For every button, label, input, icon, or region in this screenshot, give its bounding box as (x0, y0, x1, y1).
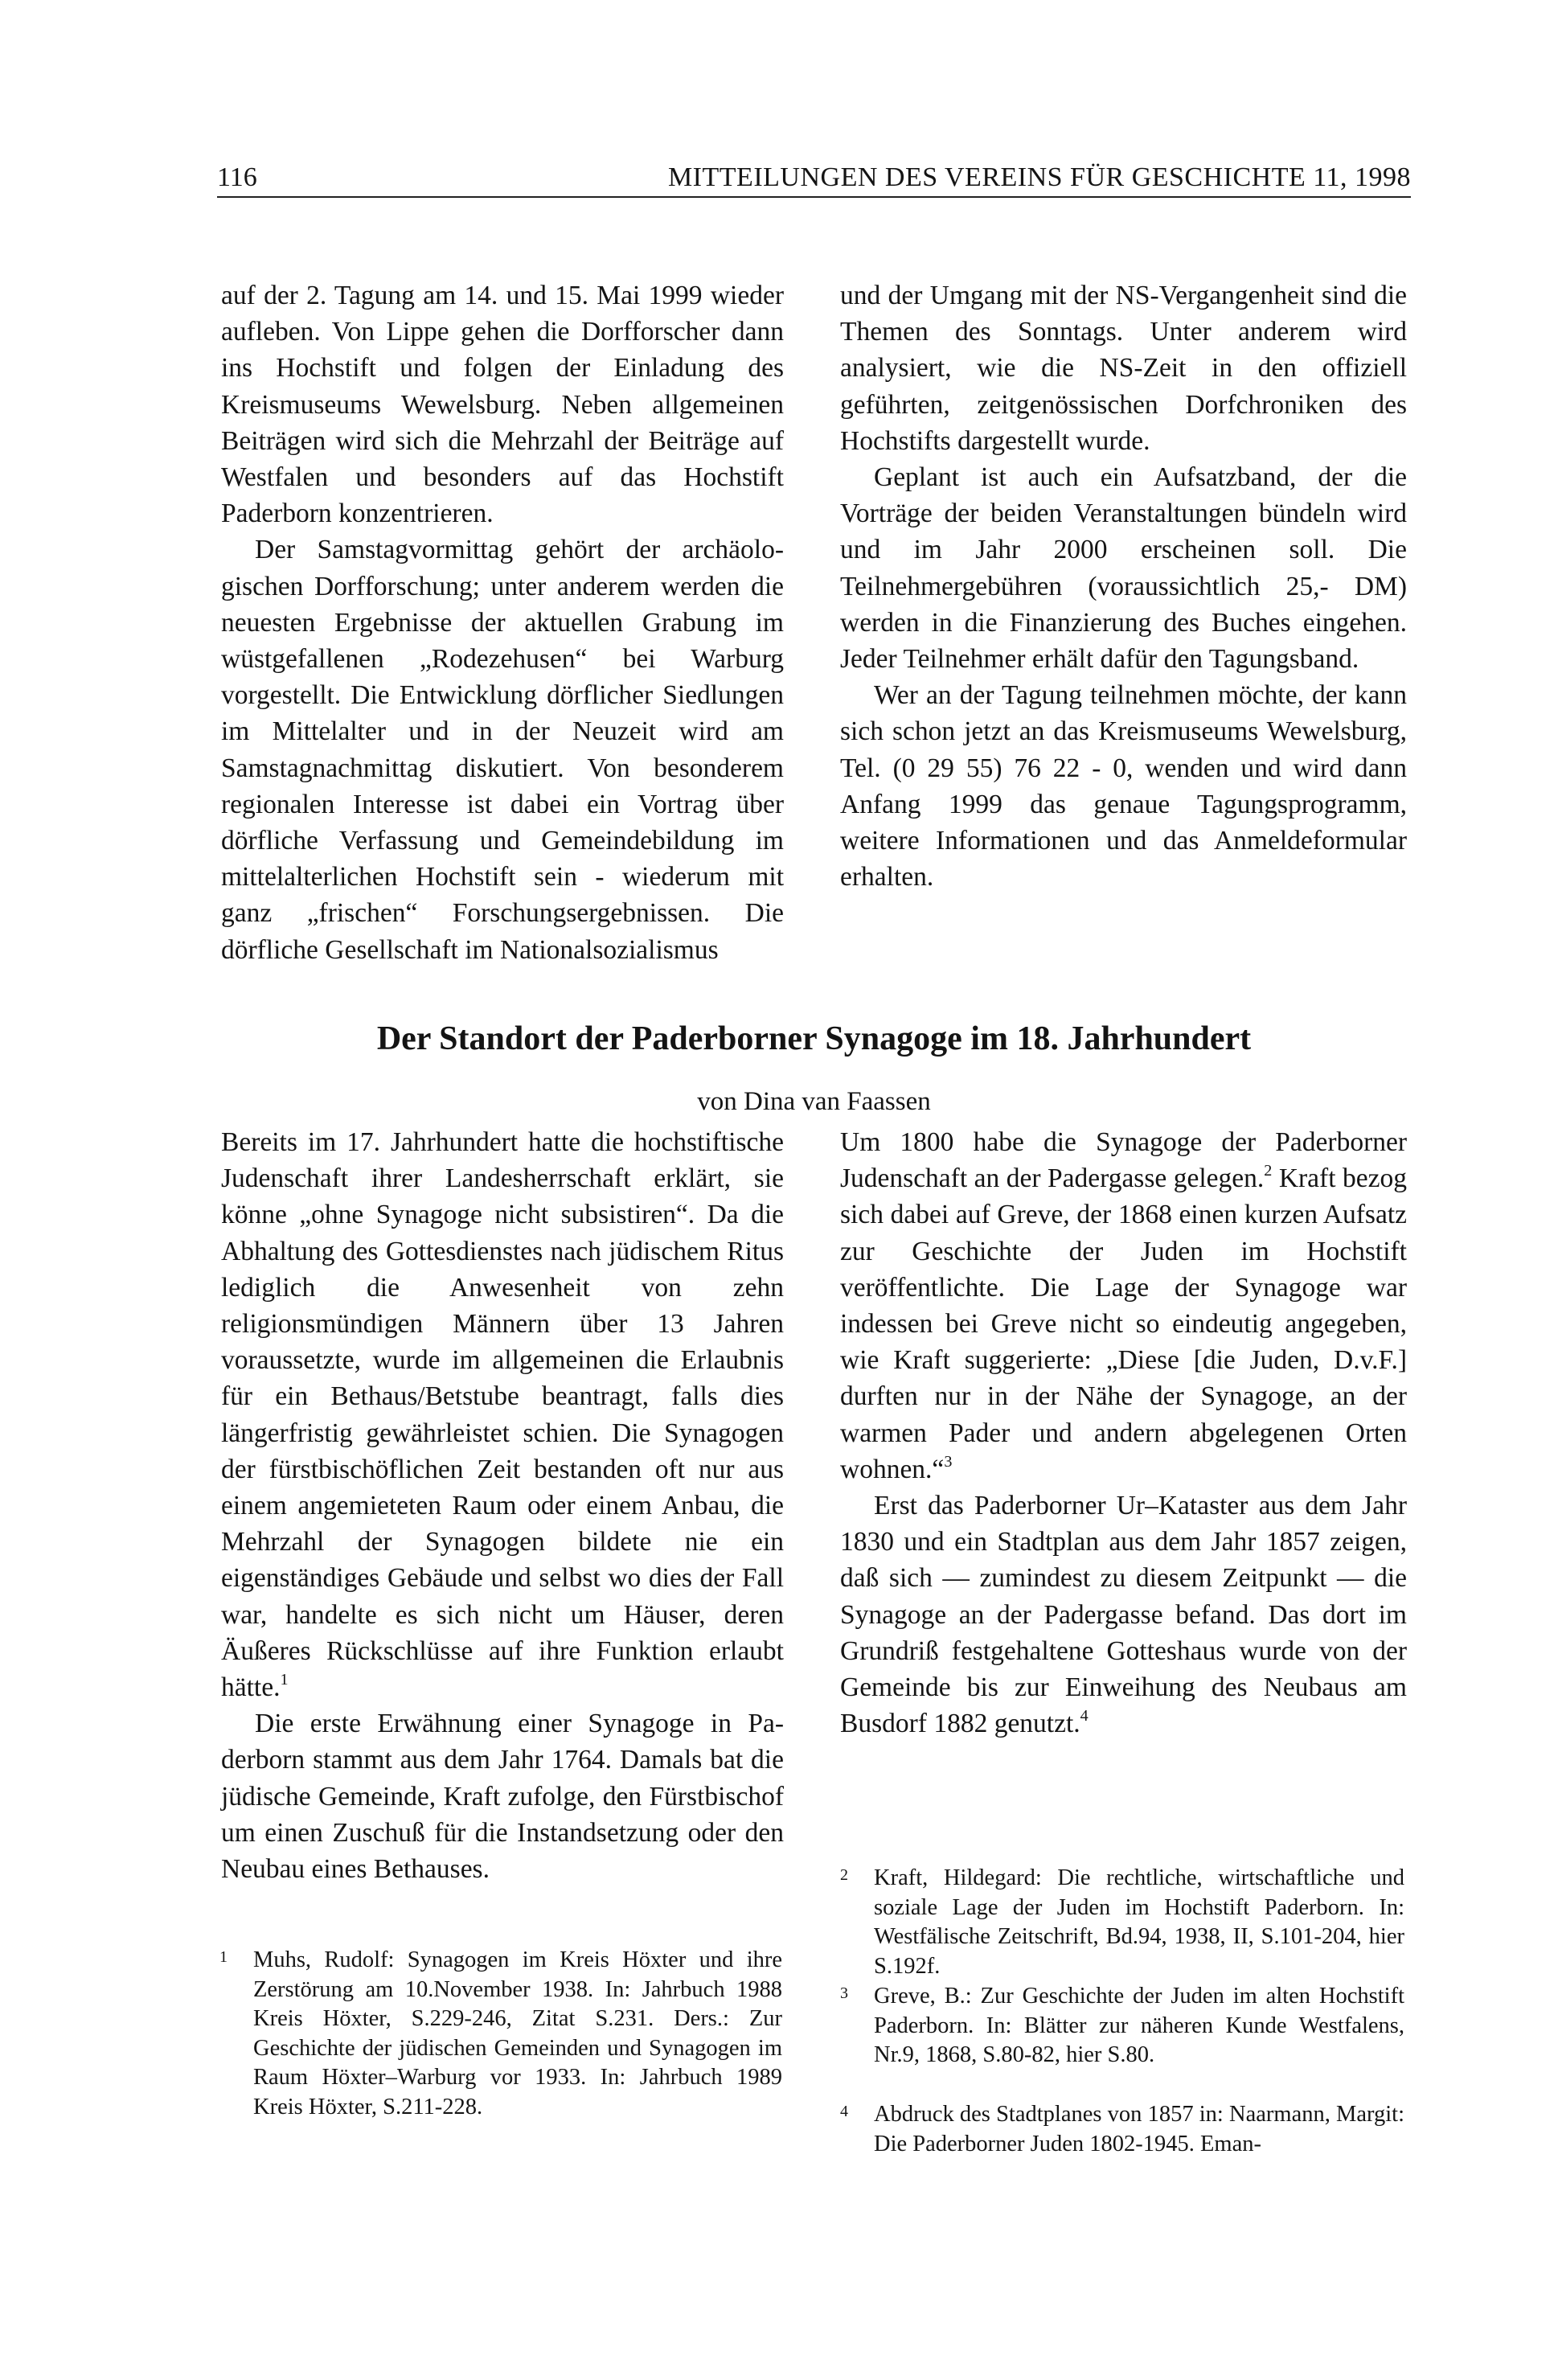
footnote-text: Kraft, Hildegard: Die rechtliche, wirtschaftliche und soziale Lage der Juden im Hochstift Paderborn. In: Westfälische Zeitschrift, Bd.94, 1938, II, S.101-204, hier S.192f. (874, 1865, 1404, 1979)
paragraph-text: Erst das Paderborner Ur–Kataster aus dem Jahr 1830 und ein Stadtplan aus dem Jahr 1857 zeigen, daß sich — zumindest zu diesem Zeitpunkt — die Synagoge an der Padergasse befand. Das dort im Grundriß festgehaltene Gotteshaus wurde von der Gemeinde bis zur Einweihung des Neubaus am Busdorf 1882 genutzt. (840, 1491, 1407, 1739)
footnote-ref: 3 (944, 1452, 953, 1471)
footnote-1 (219, 1946, 782, 2123)
paragraph: und der Umgang mit der NS-Vergangenheit sind die Themen des Sonntags. Unter anderem wird analysiert, wie die NS-Zeit in den offiziell geführten, zeitgenössischen Dorfchroniken des Hochstifts dargestellt wurde. (840, 281, 1407, 456)
paragraph: Die erste Erwähnung einer Synagoge in Paderborn stammt aus dem Jahr 1764. Damals bat die jüdische Gemeinde, Kraft zufolge, den Fürstbischof um einen Zuschuß für die Instandsetzung oder den Neubau eines Bethauses. (221, 1709, 784, 1885)
article-title: Der Standort der Paderborner Synagoge im 18. Jahrhundert (376, 1020, 1252, 1057)
paragraph: Wer an der Tagung teilnehmen möchte, der kann sich schon jetzt an das Kreismuseums Wewelsburg, Tel. (0 29 55) 76 22 - 0, wenden und wird dann Anfang 1999 das genaue Tagungsprogramm, weitere Informationen und das Anmeldeformular erhalten. (840, 680, 1407, 892)
paragraph-text: Kraft bezog sich dabei auf Greve, der 1868 einen kurzen Aufsatz zur Geschichte der Juden im Hochstift veröffentlichte. Die Lage der Synagoge war indessen bei Greve nicht so eindeutig angegeben, wie Kraft suggerierte: „Diese [die Juden, D.v.F.] durften nur in der Nähe der Synagoge, an der warmen Pader und andern abgelegenen Orten wohnen.“ (840, 1163, 1408, 1484)
footnote-text: Abdruck des Stadtplanes von 1857 in: Naarmann, Margit: Die Paderborner Juden 1802-1945. Eman- (874, 2102, 1404, 2156)
running-header (217, 161, 1411, 198)
paragraph-text: Um 1800 habe die Synagoge der Paderborner Judenschaft an der Padergasse gelegen. (840, 1127, 1407, 1194)
footnote-number: 4 (840, 2103, 848, 2120)
paragraph (221, 1124, 784, 1705)
article-column-left (221, 1124, 784, 1887)
paragraph: Geplant ist auch ein Aufsatzband, der die Vorträge der beiden Veranstaltungen bündeln wird und im Jahr 2000 erscheinen soll. Die Teilnehmergebühren (voraussichtlich 25,- DM) werden in die Finanzierung des Buches eingehen. Jeder Teilnehmer erhält dafür den Tagungsband. (840, 462, 1407, 675)
page-number: 116 (217, 162, 257, 192)
article-byline: von Dina van Faassen (697, 1087, 931, 1116)
paragraph: auf der 2. Tagung am 14. und 15. Mai 1999 wieder aufleben. Von Lippe gehen die Dorfforscher dann ins Hochstift und folgen der Einladung des Kreismuseums Wewelsburg. Neben allgemeinen Beiträgen wird sich die Mehrzahl der Beiträge auf Westfalen und besonders auf das Hochstift Paderborn konzentrieren. (221, 281, 784, 529)
paragraph (840, 1124, 1407, 1488)
top-column-left (221, 277, 784, 968)
footnote-text: Greve, B.: Zur Geschichte der Juden im alten Hochstift Paderborn. In: Blätter zur näheren Kunde Westfalens, Nr.9, 1868, S.80-82, hier S.80. (874, 1984, 1404, 2068)
footnote-number: 1 (219, 1948, 228, 1966)
running-head-title: MITTEILUNGEN DES VEREINS FÜR GESCHICHTE 11, 1998 (667, 162, 1411, 192)
article-column-right (840, 1124, 1407, 1742)
footnote-ref: 1 (280, 1670, 289, 1689)
footnote-4 (840, 2100, 1404, 2159)
paragraph (840, 1488, 1407, 1742)
paragraph-text: Bereits im 17. Jahrhundert hatte die hochstiftische Judenschaft ihrer Landesherrschaft erklärt, sie könne „ohne Synagoge nicht subsistiren“. Da die Abhaltung des Gottesdienstes nach jüdischem Ritus lediglich die Anwesenheit von zehn religionsmündigen Männern über 13 Jahren voraussetzte, wurde im allgemeinen die Erlaubnis für ein Bethaus/Betstube beantragt, falls dies längerfristig gewährleistet schien. Die Synagogen der fürstbischöflichen Zeit bestanden oft nur aus einem angemieteten Raum oder einem Anbau, die Mehrzahl der Synagogen bildete nie ein eigenständiges Gebäude und selbst wo dies der Fall war, handelte es sich nicht um Häuser, deren Äußeres Rückschlüsse auf ihre Funktion erlaubt hätte. (221, 1127, 784, 1703)
footnote-number: 2 (840, 1866, 848, 1884)
footnote-2 (840, 1864, 1404, 1981)
footnote-number: 3 (840, 1984, 848, 2002)
footnote-text: Muhs, Rudolf: Synagogen im Kreis Höxter und ihre Zerstörung am 10.November 1938. In: Jahrbuch 1988 Kreis Höxter, S.229-246, Zitat S.231. Ders.: Zur Geschichte der jüdischen Gemeinden und Synagogen im Raum Höxter–Warburg vor 1933. In: Jahrbuch 1989 Kreis Höxter, S.211-228. (253, 1947, 782, 2119)
top-column-right (840, 277, 1407, 895)
footnote-3 (840, 1982, 1404, 2070)
footnote-ref: 4 (1080, 1707, 1089, 1726)
footnote-ref: 2 (1264, 1162, 1273, 1180)
paragraph: Der Samstagvormittag gehört der archäologischen Dorfforschung; unter anderem werden die neuesten Ergebnisse der aktuellen Grabung im wüstgefallenen „Rodezehusen“ bei Warburg vorgestellt. Die Entwicklung dörflicher Siedlungen im Mittelalter und in der Neuzeit wird am Samstagnachmittag diskutiert. Von besonderem regionalen Interesse ist dabei ein Vortrag über dörfliche Verfassung und Gemeindebildung im mittelalterlichen Hochstift sein - wiederum mit ganz „frischen“ Forschungsergebnissen. Die dörfliche Gesellschaft im Nationalsozialismus (221, 535, 784, 965)
